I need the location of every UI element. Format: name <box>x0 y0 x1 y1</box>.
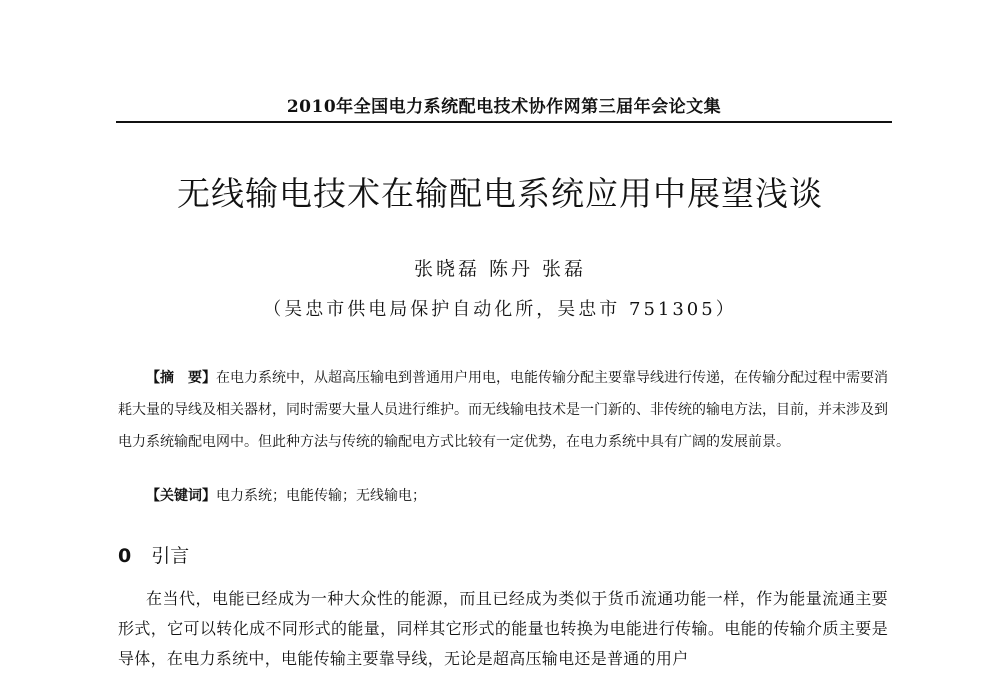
body-paragraph <box>118 584 888 674</box>
section-title: 引言 <box>151 545 190 567</box>
paper-title: 无线输电技术在输配电系统应用中展望浅谈 <box>177 174 823 213</box>
body-paragraph-text: 在当代，电能已经成为一种大众性的能源，而且已经成为类似于货币流通功能一样，作为能量流通主要形式，它可以转化成不同形式的能量，同样其它形式的能量也转换为电能进行传输。电能的传输介质主要是导体，在电力系统中，电能传输主要靠导线，无论是超高压输电还是普通的用户 <box>118 589 888 668</box>
keywords <box>146 485 886 505</box>
header-rule <box>116 121 892 123</box>
section-heading <box>118 541 189 568</box>
authors: 张晓磊 陈丹 张磊 <box>413 258 587 280</box>
section-number: 0 <box>118 545 132 567</box>
abstract-text: 在电力系统中，从超高压输电到普通用户用电，电能传输分配主要靠导线进行传递，在传输分配过程中需要消耗大量的导线及相关器材，同时需要大量人员进行维护。而无线输电技术是一门新的、非传统的输电方法，目前，并未涉及到电力系统输配电网中。但此种方法与传统的输配电方式比较有一定优势，在电力系统中具有广阔的发展前景。 <box>118 370 888 450</box>
affiliation: （吴忠市供电局保护自动化所，吴忠市 751305） <box>263 299 737 320</box>
running-header: 2010年全国电力系统配电技术协作网第三届年会论文集 <box>286 97 722 117</box>
abstract-label: 【摘 要】 <box>146 370 216 386</box>
abstract <box>118 362 888 458</box>
keywords-label: 【关键词】 <box>146 488 216 504</box>
keywords-text: 电力系统；电能传输；无线输电； <box>216 488 426 504</box>
